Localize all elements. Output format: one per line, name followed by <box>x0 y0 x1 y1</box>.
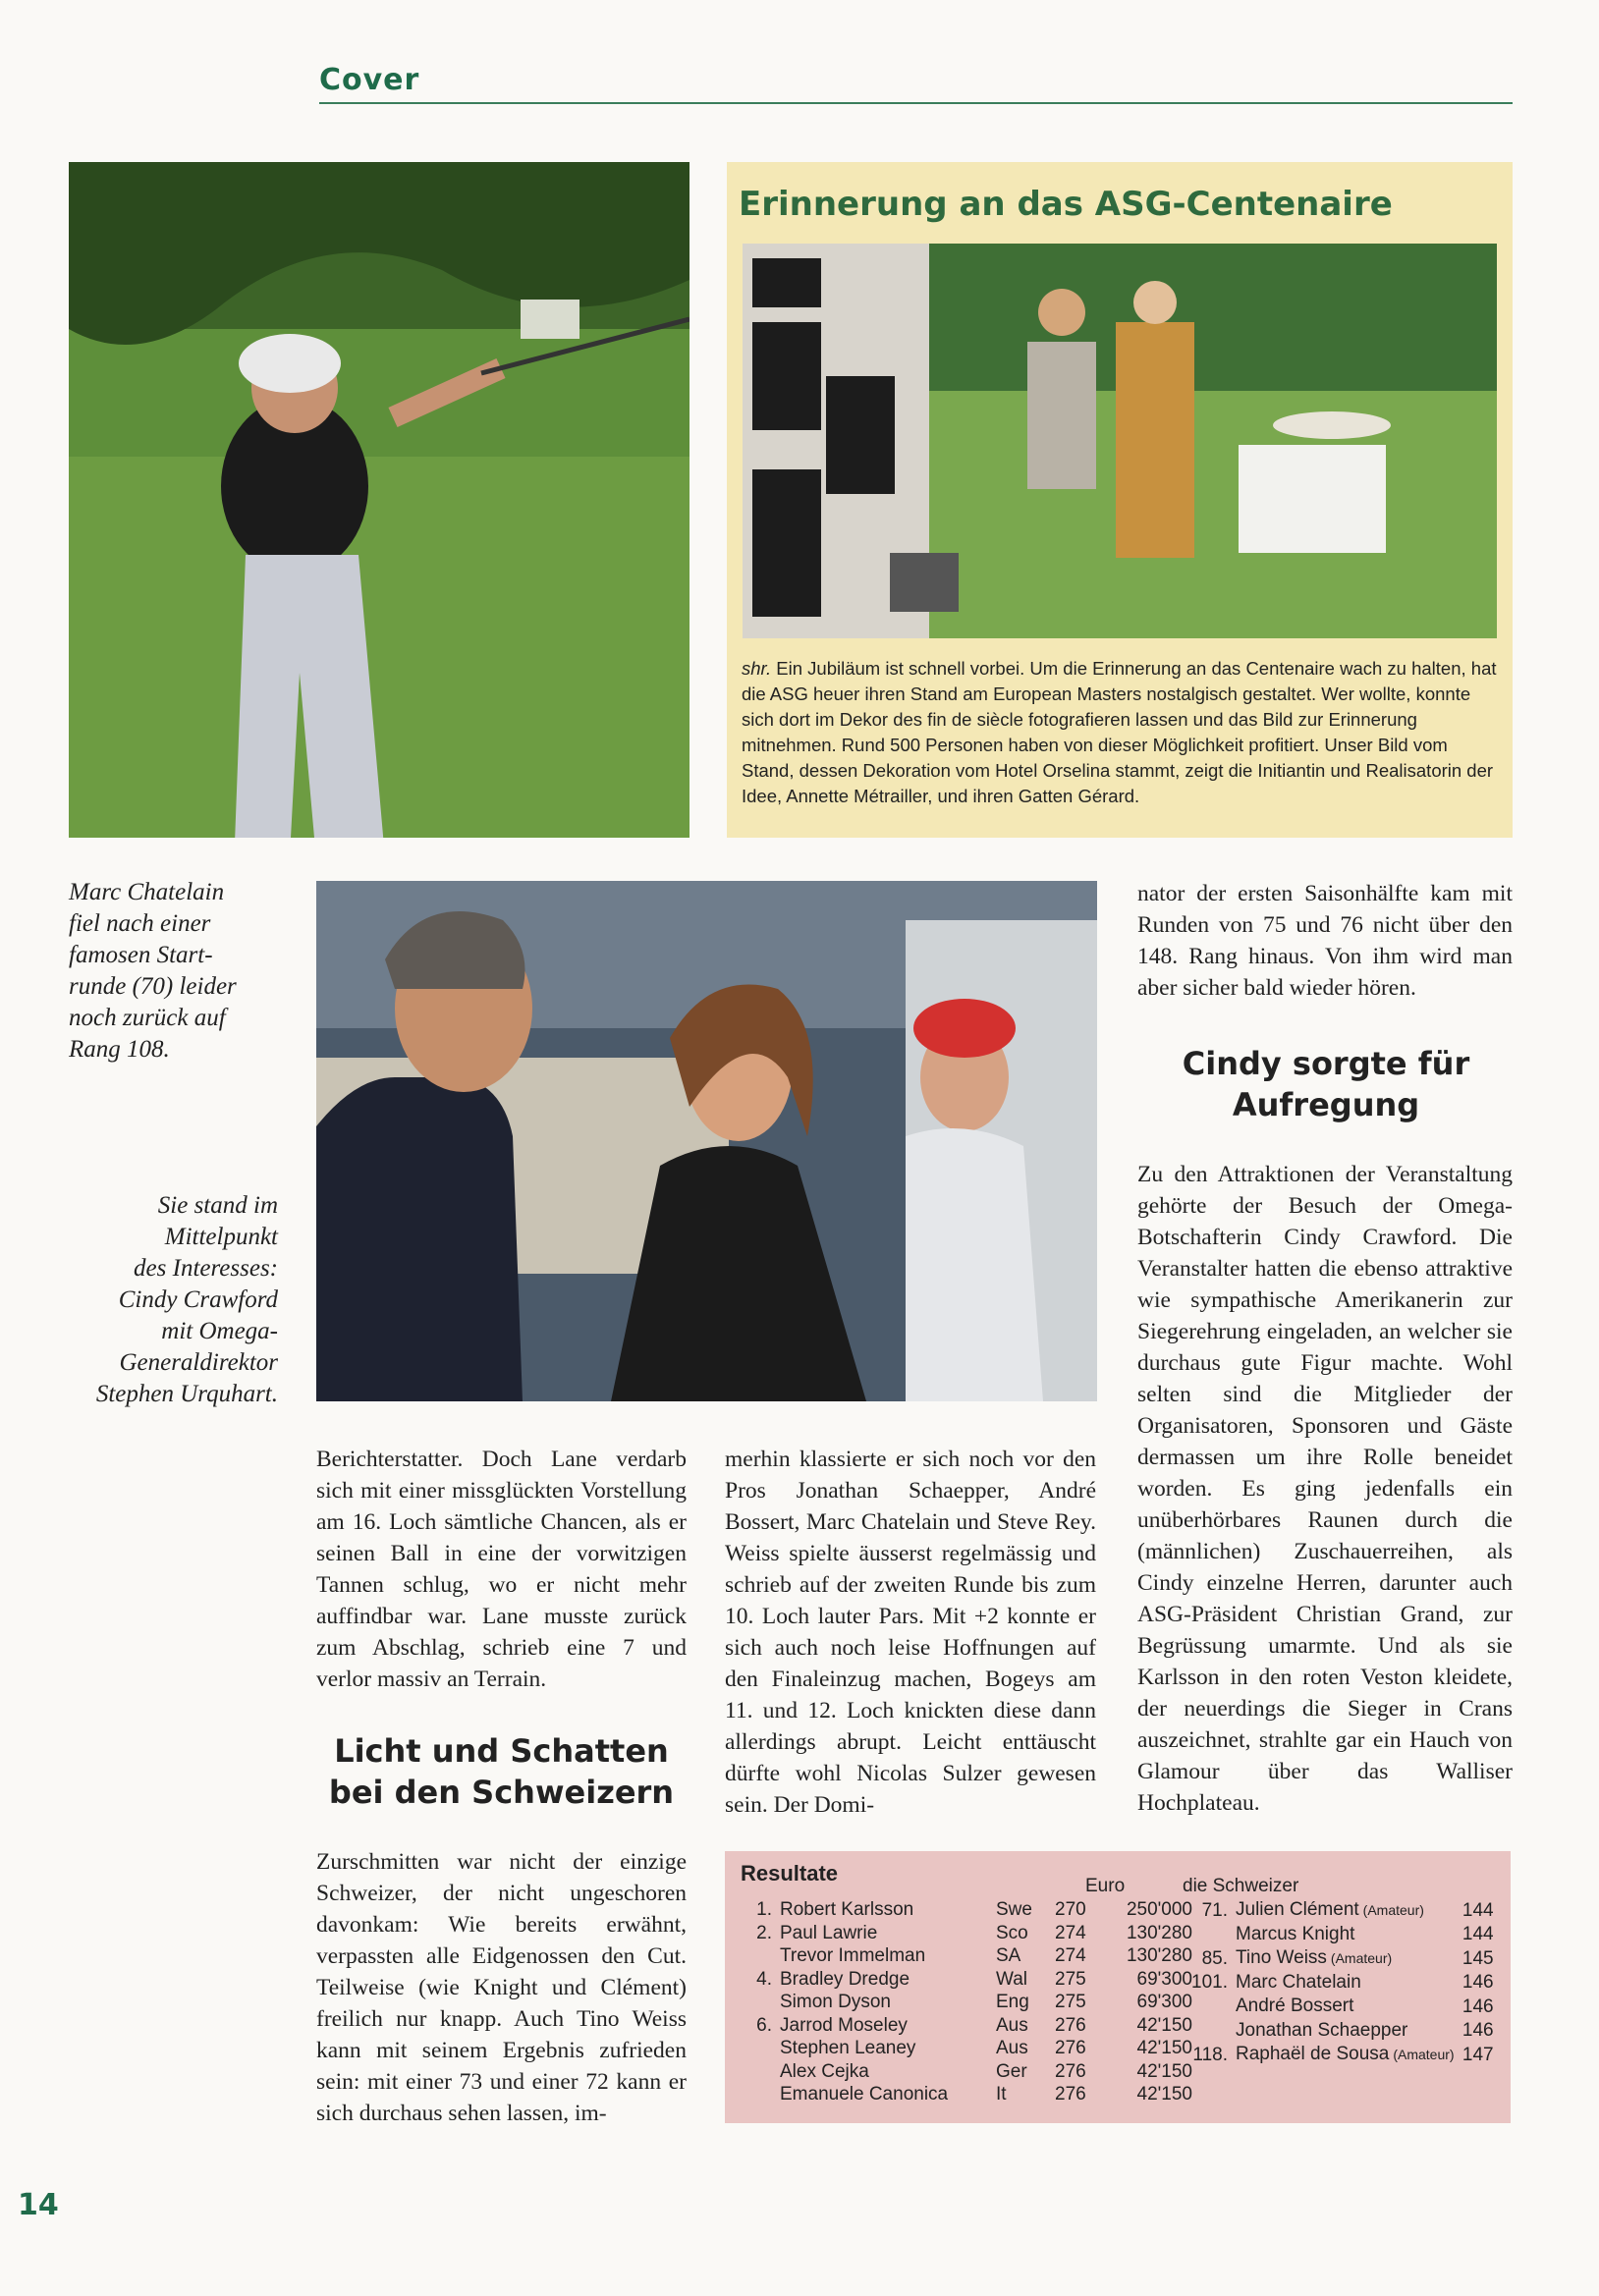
swiss-player <box>1236 1898 1455 1923</box>
swiss-player <box>1236 1971 1455 1995</box>
crawford-photo <box>316 881 1097 1401</box>
results-title: Resultate <box>741 1861 839 1886</box>
swiss-row <box>1185 1971 1494 1995</box>
swiss-note: (Amateur) <box>1393 2047 1455 2062</box>
results-euro: 250'000 <box>1126 1899 1192 1920</box>
results-row <box>746 2014 1192 2038</box>
swiss-row <box>1185 2019 1494 2044</box>
results-country: SA <box>996 1945 1021 1966</box>
article-col2: merhin klassierte er sich noch vor den Pros Jonathan Schaepper, André Bossert, Marc Chatelain und Steve Rey. Weiss spielte äusserst regelmässig und schrieb auf der zweiten Runde bis zum 10. Loch lauter Pars. Mit +2 konnte er sich auch noch leise Hoffnungen auf den Finaleinzug machen, Bogeys am 11. und 12. Loch knickten diese dann allerdings abrupt. Leicht enttäuscht dürfte wohl Nicolas Sulzer gewesen sein. Der Domi- <box>725 1447 1096 1818</box>
swiss-score: 146 <box>1461 1972 1494 1993</box>
swiss-score: 146 <box>1461 1995 1494 2017</box>
results-rank <box>746 2037 780 2060</box>
caption-line: Generaldirektor <box>119 1349 278 1376</box>
results-country: Eng <box>996 1992 1029 2012</box>
results-name: Robert Karlsson <box>780 1899 914 1920</box>
results-rank <box>746 2060 780 2084</box>
results-name: Emanuele Canonica <box>780 2084 949 2105</box>
swiss-name: Jonathan Schaepper <box>1236 2019 1408 2041</box>
results-row <box>746 2060 1192 2084</box>
page-number: 14 <box>18 2188 59 2222</box>
swiss-name: Marc Chatelain <box>1236 1971 1361 1993</box>
swiss-title: die Schweizer <box>1183 1876 1299 1896</box>
results-name: Trevor Immelman <box>780 1945 926 1966</box>
results-score: 275 <box>1055 1992 1086 2012</box>
swiss-rank <box>1185 2019 1236 2044</box>
results-rank <box>746 1944 780 1968</box>
caption-line: Rang 108. <box>69 1036 170 1063</box>
section-divider <box>319 102 1513 104</box>
swiss-player <box>1236 1946 1455 1971</box>
caption-line: fiel nach einer <box>69 910 211 937</box>
results-name: Paul Lawrie <box>780 1922 878 1943</box>
results-score: 274 <box>1055 1922 1086 1943</box>
swiss-table <box>1185 1898 1494 2067</box>
caption-line: mit Omega- <box>161 1318 278 1344</box>
caption-line: Marc Chatelain <box>69 879 225 905</box>
caption-byline: shr. <box>742 658 772 679</box>
swiss-rank: 118. <box>1192 2044 1228 2065</box>
results-name: Simon Dyson <box>780 1992 891 2012</box>
results-row <box>746 2037 1192 2060</box>
results-euro-label: Euro <box>1085 1876 1126 1896</box>
section-label: Cover <box>319 63 420 97</box>
results-name: Alex Cejka <box>780 2060 869 2082</box>
caption-line: Stephen Urquhart. <box>95 1381 278 1407</box>
article-col3-bottom: Zu den Attraktionen der Veranstaltung gehörte der Besuch der Omega-Botschafterin Cindy Crawford. Die Veranstalter hatten die ebenso attraktive wie sympathische Amerikanerin zur Siegerehrung eingeladen, an welcher sie durchaus gute Figur machte. Wohl selten sind die Mitglieder der Organisatoren, Sponsoren und Gäste dermassen um ihre Rolle beneidet worden. Es ging jedenfalls ein unüberhörbares Raunen durch die (männlichen) Zuschauerreihen, als Cindy einzelne Herren, darunter auch ASG-Präsident Christian Grand, zur Begrüssung umarmte. Und als sie Karlsson in den roten Veston kleidete, der neuerdings die Sieger in Crans auszeichnet, strahlte gar ein Hauch von Glamour über das Walliser Hochplateau. <box>1137 1162 1513 1816</box>
results-row <box>746 2083 1192 2106</box>
results-euro: 69'300 <box>1136 1992 1192 2012</box>
swiss-player <box>1236 1995 1455 2019</box>
results-rank: 1. <box>756 1899 772 1920</box>
results-score: 276 <box>1055 2084 1086 2105</box>
results-euro: 69'300 <box>1136 1968 1192 1990</box>
golfer-photo <box>69 162 689 838</box>
results-row <box>746 1898 1192 1922</box>
swiss-rank <box>1185 1923 1236 1947</box>
results-country: Ger <box>996 2060 1027 2082</box>
swiss-row <box>1185 1995 1494 2019</box>
results-euro: 130'280 <box>1126 1945 1192 1966</box>
caption-chatelain <box>69 877 304 1066</box>
swiss-score: 144 <box>1461 1924 1494 1944</box>
results-euro: 42'150 <box>1136 2060 1192 2082</box>
caption-line: des Interesses: <box>134 1255 278 1282</box>
results-rank: 4. <box>756 1968 772 1990</box>
article-col3-top: nator der ersten Saisonhälfte kam mit Runden von 75 und 76 nicht über den 148. Rang hinaus. Von ihm wird man aber sicher bald wieder hören. <box>1137 881 1513 1001</box>
caption-line: Sie stand im <box>157 1192 278 1219</box>
swiss-name: André Bossert <box>1236 1995 1354 2016</box>
caption-line: Mittelpunkt <box>164 1224 278 1250</box>
results-country: Aus <box>996 2038 1028 2058</box>
results-country: Aus <box>996 2014 1028 2036</box>
results-country: Sco <box>996 1922 1028 1943</box>
results-country: Swe <box>996 1899 1032 1920</box>
swiss-score: 144 <box>1461 1899 1494 1921</box>
results-euro: 42'150 <box>1136 2014 1192 2036</box>
swiss-note: (Amateur) <box>1362 1902 1424 1918</box>
swiss-row <box>1185 2043 1494 2067</box>
results-score: 276 <box>1055 2014 1086 2036</box>
centenaire-caption <box>742 656 1498 809</box>
heading-cindy: Cindy sorgte für Aufregung <box>1182 1045 1470 1123</box>
swiss-name: Raphaël de Sousa <box>1236 2044 1390 2064</box>
caption-line: runde (70) leider <box>69 973 237 1000</box>
swiss-score: 145 <box>1461 1947 1494 1969</box>
swiss-rank: 71. <box>1201 1899 1228 1921</box>
results-score: 275 <box>1055 1968 1086 1990</box>
swiss-name: Marcus Knight <box>1236 1923 1355 1944</box>
swiss-row <box>1185 1898 1494 1923</box>
centenaire-photo <box>743 244 1497 638</box>
centenaire-title: Erinnerung an das ASG-Centenaire <box>739 185 1393 224</box>
swiss-name: Julien Clément <box>1236 1899 1359 1920</box>
results-name: Stephen Leaney <box>780 2038 916 2058</box>
results-euro: 42'150 <box>1136 2038 1192 2058</box>
results-euro: 130'280 <box>1126 1922 1192 1943</box>
results-rank: 2. <box>756 1922 772 1943</box>
results-score: 276 <box>1055 2060 1086 2082</box>
results-name: Jarrod Moseley <box>780 2014 908 2036</box>
swiss-name: Tino Weiss <box>1236 1947 1327 1968</box>
swiss-rank <box>1185 1995 1236 2019</box>
caption-text: Ein Jubiläum ist schnell vorbei. Um die Erinnerung an das Centenaire wach zu halten, hat die ASG heuer ihren Stand am European Masters nostalgisch gestaltet. Wer wollte, konnte sich dort im Dekor des fin de siècle fotografieren lassen und das Bild zur Erinnerung mitnehmen. Rund 500 Personen haben von dieser Möglichkeit profitiert. Unser Bild vom Stand, dessen Dekoration vom Hotel Orselina stammt, zeigt die Initiantin und Realisatorin der Idee, Annette Métrailler, und ihren Gatten Gérard. <box>742 658 1497 806</box>
swiss-row <box>1185 1946 1494 1971</box>
swiss-note: (Amateur) <box>1330 1950 1393 1966</box>
results-score: 270 <box>1055 1899 1086 1920</box>
article-col1-top: Berichterstatter. Doch Lane verdarb sich mit einer missglückten Vorstellung am 16. Loch sämtliche Chancen, als er seinen Ball in eine der vorwitzigen Tannen schlug, wo er nicht mehr auffindbar war. Lane musste zurück zum Abschlag, schrieb eine 7 und verlor massiv an Terrain. <box>316 1447 687 1692</box>
heading-schweizer: Licht und Schatten bei den Schweizern <box>328 1732 675 1811</box>
results-name: Bradley Dredge <box>780 1968 910 1990</box>
results-rank <box>746 2083 780 2106</box>
results-table <box>746 1898 1192 2106</box>
caption-line: noch zurück auf <box>69 1005 226 1031</box>
results-row <box>746 1991 1192 2014</box>
results-score: 274 <box>1055 1945 1086 1966</box>
swiss-player <box>1236 2043 1455 2067</box>
swiss-rank: 101. <box>1191 1972 1228 1993</box>
results-score: 276 <box>1055 2038 1086 2058</box>
results-euro: 42'150 <box>1136 2084 1192 2105</box>
swiss-player <box>1236 1923 1455 1947</box>
results-row <box>746 1968 1192 1992</box>
results-rank <box>746 1991 780 2014</box>
swiss-rank: 85. <box>1201 1947 1228 1969</box>
swiss-score: 146 <box>1461 2020 1494 2041</box>
swiss-player <box>1236 2019 1455 2044</box>
caption-line: famosen Start- <box>69 942 213 968</box>
swiss-row <box>1185 1923 1494 1947</box>
results-row <box>746 1922 1192 1945</box>
results-rank: 6. <box>756 2014 772 2036</box>
article-col1-bottom: Zurschmitten war nicht der einzige Schweizer, der nicht ungeschoren davonkam: Wie bereits erwähnt, verpassten alle Eidgenossen den Cut. Teilweise (wie Knight und Clément) freilich nur knapp. Auch Tino Weiss kann mit seinem Ergebnis zufrieden sein: mit einer 73 und einer 72 kann er sich durchaus sehen lassen, im- <box>316 1849 687 2126</box>
caption-line: Cindy Crawford <box>118 1286 278 1313</box>
results-country: It <box>996 2084 1007 2105</box>
results-row <box>746 1944 1192 1968</box>
caption-crawford <box>39 1190 278 1410</box>
swiss-score: 147 <box>1461 2044 1494 2065</box>
results-country: Wal <box>996 1968 1028 1990</box>
